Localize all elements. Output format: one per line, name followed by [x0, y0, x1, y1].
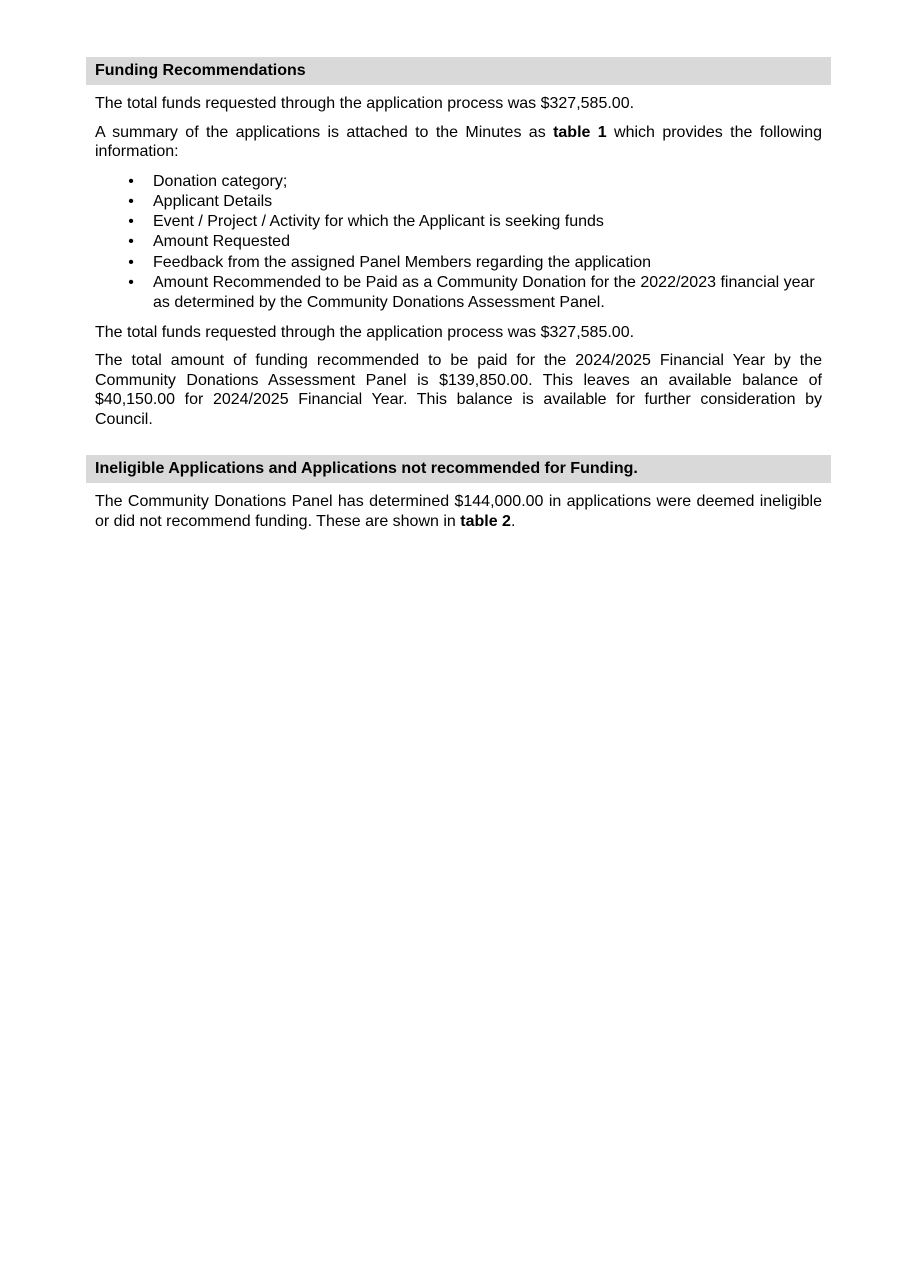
ineligible-text-start: The Community Donations Panel has determined $144,000.00 in applications were deemed ineligible or did not recommend funding. These are shown in [95, 493, 822, 530]
funding-recommended-paragraph: The total amount of funding recommended to be paid for the 2024/2025 Financial Year by the Community Donations Assessment Panel is $139,850.00. This leaves an available balance of $40,150.00 for 2024/2025 Financial Year. This balance is available for further consideration by Council. [95, 352, 822, 428]
list-item-text: Amount Recommended to be Paid as a Community Donation for the 2022/2023 financial year as determined by the Community Donations Assessment Panel. [153, 273, 815, 312]
ineligible-paragraph [86, 492, 831, 531]
list-item [86, 212, 831, 232]
bullet-icon: • [128, 253, 134, 271]
bullet-icon: • [128, 172, 134, 190]
list-item [86, 192, 831, 212]
document-page [86, 57, 831, 531]
section-heading-ineligible-applications [86, 455, 831, 483]
bullet-icon: • [128, 192, 134, 210]
list-item-text: Amount Requested [153, 233, 290, 251]
ineligible-text-end: . [510, 512, 516, 530]
bullet-icon: • [128, 273, 134, 291]
list-item [86, 232, 831, 252]
list-item-text: Applicant Details [153, 192, 273, 210]
total-funds-repeat-paragraph: The total funds requested through the application process was $327,585.00. [95, 323, 635, 341]
table-1-reference: table 1 [553, 123, 607, 141]
summary-text-end: which provides the following information: [95, 123, 823, 160]
bullet-icon: • [128, 213, 134, 231]
list-item [86, 253, 831, 273]
section-heading-text: Funding Recommendations [95, 62, 306, 80]
section-heading-text: Ineligible Applications and Applications not recommended for Funding. [95, 460, 638, 478]
bullet-icon: • [128, 233, 134, 251]
total-funds-paragraph: The total funds requested through the application process was $327,585.00. [95, 95, 635, 112]
section-heading-funding-recommendations [86, 57, 831, 85]
list-item-text: Event / Project / Activity for which the Applicant is seeking funds [153, 213, 604, 231]
information-list [86, 172, 831, 314]
table-2-reference: table 2 [460, 512, 511, 530]
summary-paragraph [86, 123, 831, 162]
summary-text-start: A summary of the applications is attached to the Minutes as [95, 123, 554, 141]
list-item-text: Feedback from the assigned Panel Members regarding the application [153, 253, 652, 271]
list-item [86, 172, 831, 192]
list-item [86, 273, 831, 314]
list-item-text: Donation category; [153, 172, 288, 190]
